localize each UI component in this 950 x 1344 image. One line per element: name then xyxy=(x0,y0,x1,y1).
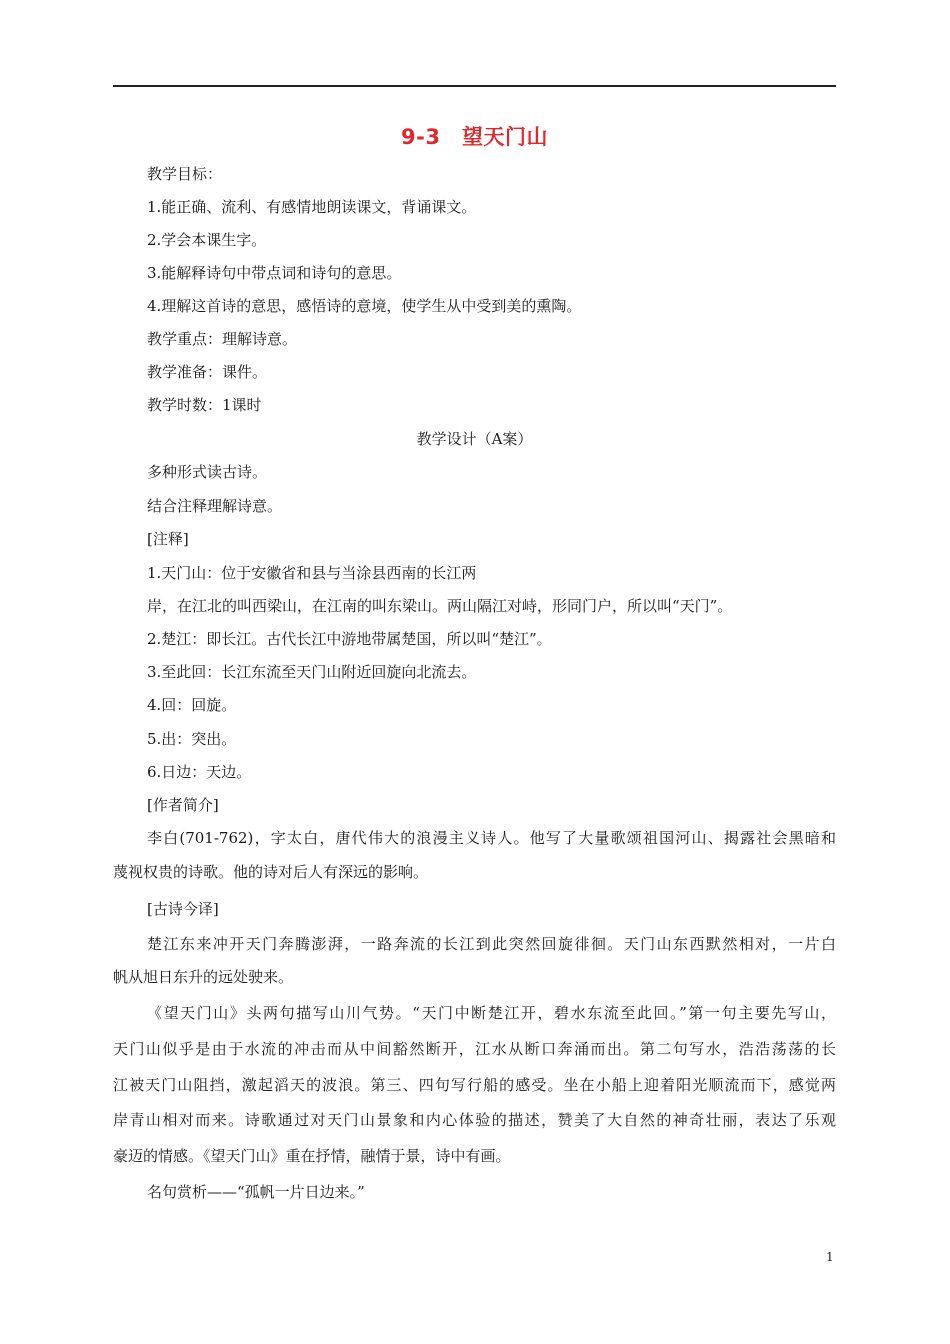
class-hours: 教学时数：1课时 xyxy=(147,396,262,414)
page-number: 1 xyxy=(826,1250,834,1264)
objective-item: 1.能正确、流利、有感情地朗读课文，背诵课文。 xyxy=(147,198,477,216)
note-item: 6.日边：天边。 xyxy=(147,763,252,781)
key-point: 教学重点：理解诗意。 xyxy=(147,330,298,348)
note-item: 岸，在江北的叫西梁山，在江南的叫东梁山。两山隔江对峙，形同门户，所以叫“天门”。 xyxy=(147,597,733,615)
famous-line-heading: 名句赏析——“孤帆一片日边来。” xyxy=(147,1183,365,1201)
note-item: 4.回：回旋。 xyxy=(147,696,237,714)
objective-item: 2.学会本课生字。 xyxy=(147,231,267,249)
section-heading-author: [作者简介] xyxy=(147,796,219,814)
author-paragraph: 蔑视权贵的诗歌。他的诗对后人有深远的影响。 xyxy=(113,863,429,881)
note-item: 2.楚江：即长江。古代长江中游地带属楚国，所以叫“楚江”。 xyxy=(147,630,552,648)
author-paragraph: 李白(701-762)，字太白，唐代伟大的浪漫主义诗人。他写了大量歌颂祖国河山、揭露社会黑暗和 xyxy=(147,829,836,847)
section-heading-objectives: 教学目标： xyxy=(147,165,223,183)
design-heading: 教学设计（A案） xyxy=(416,430,533,448)
translation-paragraph: 帆从旭日东升的远处驶来。 xyxy=(113,968,294,986)
note-item: 3.至此回：长江东流至天门山附近回旋向北流去。 xyxy=(147,663,477,681)
objective-item: 3.能解释诗句中带点词和诗句的意思。 xyxy=(147,264,402,282)
analysis-paragraph: 豪迈的情感。《望天门山》重在抒情，融情于景，诗中有画。 xyxy=(113,1147,511,1165)
section-heading-translation: [古诗今译] xyxy=(147,900,219,918)
preparation: 教学准备：课件。 xyxy=(147,363,268,381)
header-rule xyxy=(113,85,836,87)
section-heading-notes: [注释] xyxy=(147,530,189,548)
translation-paragraph: 楚江东来冲开天门奔腾澎湃，一路奔流的长江到此突然回旋徘徊。天门山东西默然相对，一片白 xyxy=(147,935,836,953)
analysis-paragraph: 《望天门山》头两句描写山川气势。“天门中断楚江开，碧水东流至此回。”第一句主要先写山， xyxy=(147,1004,836,1022)
paragraph: 结合注释理解诗意。 xyxy=(147,497,283,515)
note-item: 5.出：突出。 xyxy=(147,730,237,748)
objective-item: 4.理解这首诗的意思，感悟诗的意境，使学生从中受到美的熏陶。 xyxy=(147,297,582,315)
analysis-paragraph: 江被天门山阻挡，激起滔天的波浪。第三、四句写行船的感受。坐在小船上迎着阳光顺流而下，感觉两 xyxy=(113,1076,836,1094)
analysis-paragraph: 天门山似乎是由于水流的冲击而从中间豁然断开，江水从断口奔涌而出。第二句写水，浩浩荡荡的长 xyxy=(113,1040,836,1058)
note-item: 1.天门山：位于安徽省和县与当涂县西南的长江两 xyxy=(147,564,477,582)
analysis-paragraph: 岸青山相对而来。诗歌通过对天门山景象和内心体验的描述，赞美了大自然的神奇壮丽，表达了乐观 xyxy=(113,1111,836,1129)
paragraph: 多种形式读古诗。 xyxy=(147,463,268,481)
page-title: 9-3 望天门山 xyxy=(401,125,548,149)
